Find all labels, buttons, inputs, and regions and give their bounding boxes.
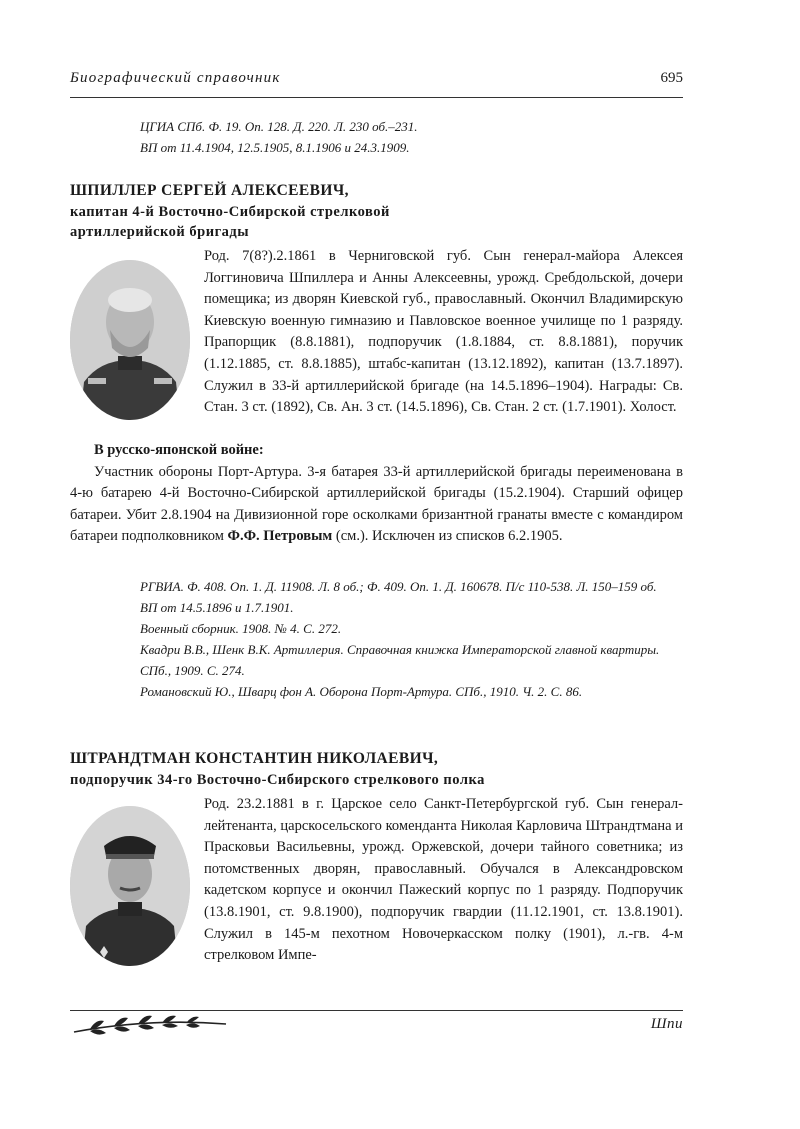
war-section [70,440,683,548]
previous-entry-sources [140,116,683,158]
war-text: (см.). Исключен из списков 6.2.1905. [332,528,563,545]
entry-shpiller-body [70,246,683,419]
running-header [70,70,683,87]
running-title: Биографический справочник [70,70,281,86]
war-text: Участник обороны Порт-Артура. 3-я батарея 33-й артиллерийской бригады переименована в 4-ю батарею 4-й Восточно-Сибирской артиллерийской бригады (15.2.1904). Старший офицер батареи. Убит 2.8.1904 на Дивизионной горе осколками бризантной гранаты вместе с командиром батареи подполковником [70,463,683,545]
source-line: Романовский Ю., Шварц фон А. Оборона Порт-Артура. СПб., 1910. Ч. 2. С. 86. [140,684,583,699]
entry-shpiller-sources [140,576,683,702]
war-heading: В русско-японской войне: [94,442,264,458]
source-line: Квадри В.В., Шенк В.К. Артиллерия. Справочная книжка Императорской главной квартиры. СПб., 1909. С. 274. [140,642,660,678]
source-line: ВП от 11.4.1904, 12.5.1905, 8.1.1906 и 24.3.1909. [140,140,410,155]
war-paragraph [70,462,683,548]
page-number: 695 [660,70,683,86]
entry-name: ШПИЛЛЕР СЕРГЕЙ АЛЕКСЕЕВИЧ, [70,182,349,199]
catchword: Шпи [650,1016,683,1032]
entry-rank: артиллерийской бригады [70,224,250,240]
laurel-ornament-icon [70,1012,230,1038]
entry-shtrandtman-body [70,794,683,967]
entry-shtrandtman-heading [70,748,683,790]
entry-shpiller-heading [70,180,683,242]
entry-rank: подпоручик 34-го Восточно-Сибирского стрелкового полка [70,772,485,788]
source-line: РГВИА. Ф. 408. Оп. 1. Д. 11908. Л. 8 об.; Ф. 409. Оп. 1. Д. 160678. П/с 110-538. Л. 150–159 об. [140,579,657,594]
source-line: ВП от 14.5.1896 и 1.7.1901. [140,600,294,615]
entry-name: ШТРАНДТМАН КОНСТАНТИН НИКОЛАЕВИЧ, [70,750,439,767]
footer-rule [70,1010,683,1011]
cross-reference[interactable]: Ф.Ф. Петровым [227,528,333,545]
header-rule [70,97,683,98]
source-line: ЦГИА СПб. Ф. 19. Оп. 128. Д. 220. Л. 230 об.–231. [140,119,418,134]
entry-rank: капитан 4-й Восточно-Сибирской стрелковой [70,204,390,220]
bio-paragraph: Род. 7(8?).2.1861 в Черниговской губ. Сын генерал-майора Алексея Логгиновича Шпиллера и Анны Алексеевны, урожд. Сребдольской, дочери помещика; из дворян Киевской губ., православный. Окончил Владимирскую Киевскую военную гимназию и Павловское военное училище по 1 разряду. Прапорщик (8.8.1881), подпоручик (1.8.1884, ст. 8.8.1881), поручик (1.12.1885, ст. 8.8.1885), штабс-капитан (13.12.1892), капитан (13.7.1897). Служил в 33-й артиллерийской бригаде (на 14.5.1896–1904). Награды: Св. Стан. 3 ст. (1892), Св. Ан. 3 ст. (14.5.1896), Св. Стан. 2 ст. (1.7.1901). Холост. [204,248,683,416]
bio-paragraph: Род. 23.2.1881 в г. Царское село Санкт-Петербургской губ. Сын генерал-лейтенанта, царскосельского коменданта Николая Карловича Штрандтмана и Прасковьи Васильевны, урожд. Оржевской, дочери тайного советника; из потомственных дворян, православный. Обучался в Александровском кадетском корпусе и окончил Пажеский корпус по 1 разряду. Подпоручик (13.8.1901, ст. 9.8.1900), подпоручик гвардии (11.12.1901, ст. 13.8.1901). Служил в 145-м пехотном Новочеркасском полку (1901), л.-гв. 4-м стрелковом Импе- [204,796,683,964]
source-line: Военный сборник. 1908. № 4. С. 272. [140,621,342,636]
